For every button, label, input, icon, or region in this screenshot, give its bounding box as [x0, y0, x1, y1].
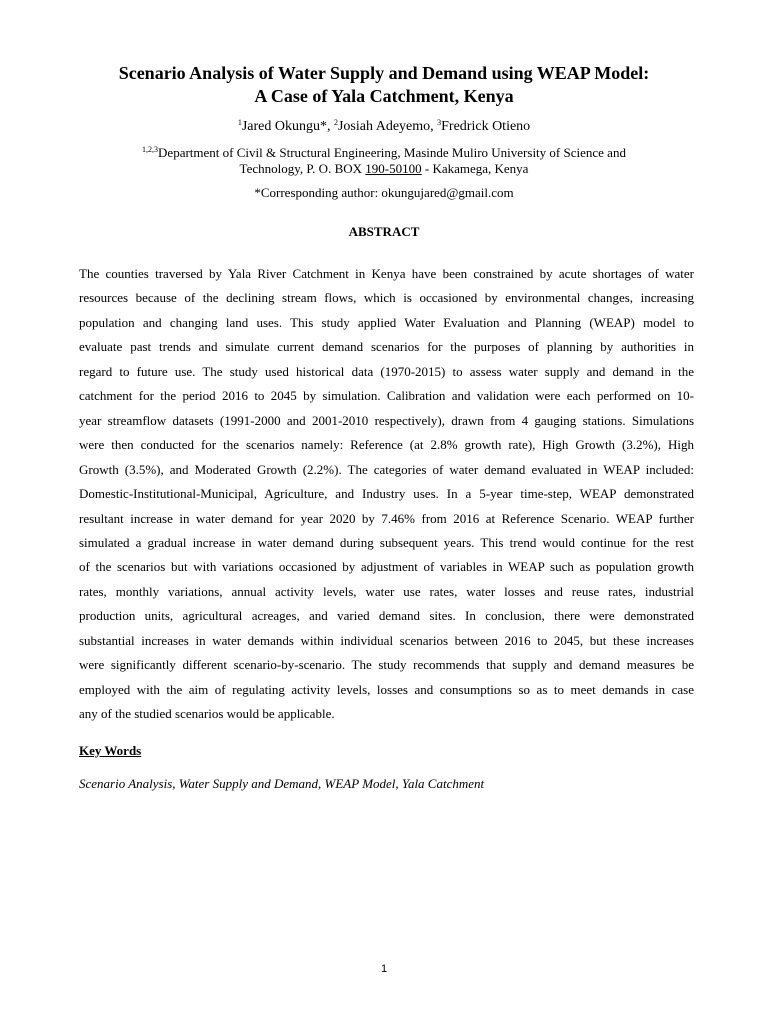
abstract-line: year streamflow datasets (1991-2000 and 2001-2010 respectively), drawn from 4 gauging stations. Simulations	[79, 412, 694, 428]
paper-title-line-2: A Case of Yala Catchment, Kenya	[254, 86, 514, 106]
affiliation-line-2: Technology, P. O. BOX 190-50100 - Kakamega, Kenya	[239, 161, 529, 176]
abstract-line: were significantly different scenario-by-scenario. The study recommends that supply and demand measures be	[79, 657, 694, 673]
keywords-text: Scenario Analysis, Water Supply and Demand, WEAP Model, Yala Catchment	[79, 776, 485, 791]
author-3-affil-mark: 3	[437, 118, 442, 127]
author-list	[40, 118, 728, 136]
affiliation-mark: 1,2,3	[142, 145, 159, 154]
author-2-name: Josiah Adeyemo,	[337, 119, 438, 134]
author-1-affil-mark: 1	[237, 118, 242, 127]
abstract-line: production units, agricultural acreages, and varied demand sites. In conclusion, there were demonstrated	[79, 608, 694, 624]
abstract-line: catchment for the period 2016 to 2045 by simulation. Calibration and validation were each performed on 10-	[79, 388, 694, 404]
page-number: 1	[380, 963, 388, 975]
keywords-heading: Key Words	[79, 743, 142, 758]
po-box-number: 190-50100	[365, 161, 422, 176]
abstract-line: Growth (3.5%), and Moderated Growth (2.2%). The categories of water demand evaluated in WEAP included:	[79, 461, 694, 477]
abstract-line: evaluate past trends and simulate current demand scenarios for the purposes of planning by authorities in	[79, 339, 694, 355]
abstract-line: rates, monthly variations, annual activity levels, water use rates, water losses and reuse rates, industrial	[79, 583, 694, 599]
author-3-name: Fredrick Otieno	[441, 119, 531, 134]
abstract-line: resultant increase in water demand for year 2020 by 7.46% from 2016 at Reference Scenario. WEAP further	[79, 510, 694, 526]
abstract-line: resources because of the declining stream flows, which is occasioned by environmental changes, increasing	[79, 290, 694, 306]
abstract-line: simulated a gradual increase in water demand during subsequent years. This trend would continue for the rest	[79, 534, 694, 550]
affiliation	[60, 145, 708, 177]
affiliation-line-1: $^{1,2,3}$Department of Civil & Structural Engineering, Masinde Muliro University of Science and	[142, 145, 626, 160]
abstract-line: regard to future use. The study used historical data (1970-2015) to assess water supply and demand in the	[79, 363, 694, 379]
abstract-line: any of the studied scenarios would be applicable.	[79, 706, 335, 722]
abstract-line: were then conducted for the scenarios namely: Reference (at 2.8% growth rate), High Growth (3.2%), High	[79, 437, 694, 453]
author-2-affil-mark: 2	[333, 118, 338, 127]
author-1-name: Jared Okungu*,	[241, 119, 334, 134]
paper-title	[40, 62, 728, 108]
abstract-line: substantial increases in water demands within individual scenarios between 2016 to 2045, but these increases	[79, 632, 694, 648]
abstract-line: The counties traversed by Yala River Catchment in Kenya have been constrained by acute shortages of water	[79, 266, 694, 281]
abstract-line: of the scenarios but with variations occasioned by adjustment of variables in WEAP such as population growth	[79, 559, 694, 575]
abstract-line: population and changing land uses. This study applied Water Evaluation and Planning (WEAP) model to	[79, 314, 694, 330]
paper-title-line-1: Scenario Analysis of Water Supply and Demand using WEAP Model:	[118, 63, 650, 83]
corresponding-author: *Corresponding author: okungujared@gmail.com	[254, 185, 514, 200]
abstract-body	[79, 262, 694, 727]
abstract-line: Domestic-Institutional-Municipal, Agriculture, and Industry uses. In a 5-year time-step, WEAP demonstrated	[79, 486, 694, 502]
abstract-line: employed with the aim of regulating activity levels, losses and consumptions so as to meet demands in case	[79, 681, 694, 697]
abstract-heading: ABSTRACT	[348, 224, 420, 239]
